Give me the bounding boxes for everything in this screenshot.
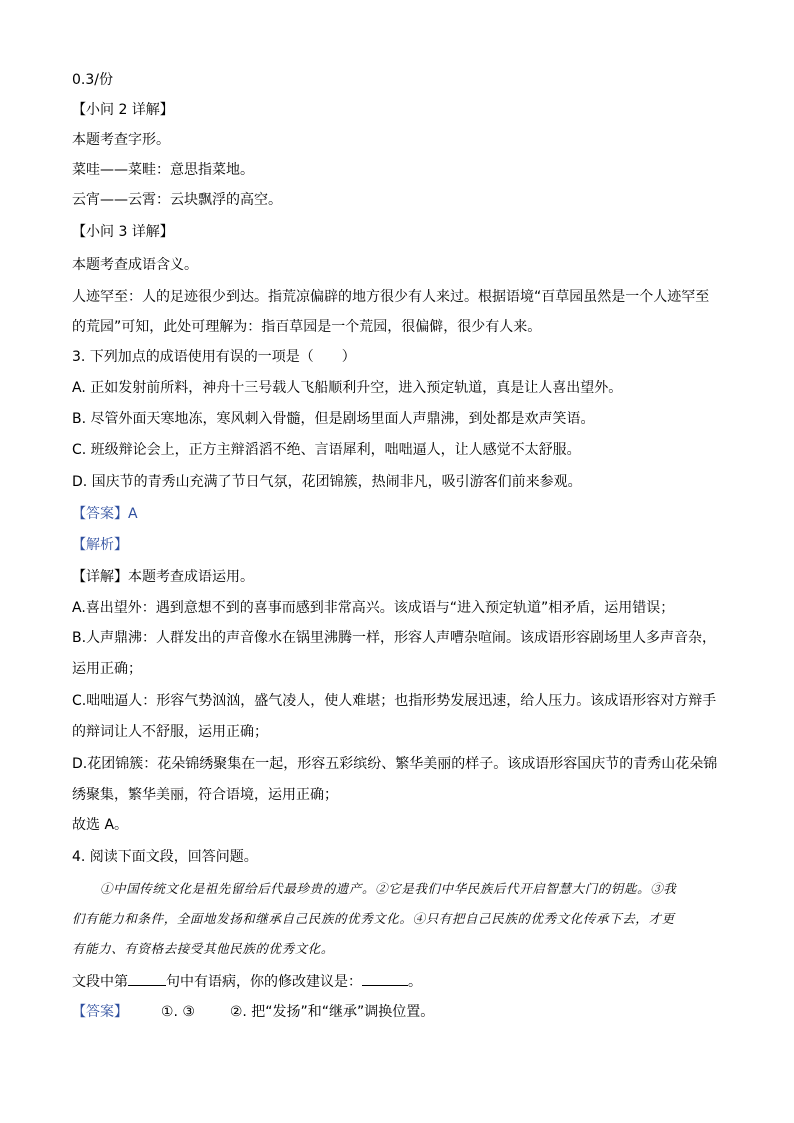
text-line: 人迹罕至：人的足迹很少到达。指荒凉偏辟的地方很少有人来过。根据语境“百草园虽然是一个人迹罕至: [72, 289, 710, 305]
passage-line: ①中国传统文化是祖先留给后代最珍贵的遗产。②它是我们中华民族后代开启智慧大门的钥匙。③我: [100, 881, 677, 896]
blank-2[interactable]: [362, 971, 408, 986]
final-answer-line: [72, 1002, 724, 1022]
text-line: 本题考查字形。: [72, 132, 170, 148]
text-line: 的荒园”可知，此处可理解为：指百草园是一个荒园，很偏僻，很少有人来。: [72, 319, 542, 335]
text-line: 0.3/份: [72, 72, 113, 88]
text-line: 的辩词让人不舒服，运用正确；: [72, 724, 268, 740]
final-answer-1: ①. ③: [160, 1004, 195, 1020]
final-answer-2: ②. 把“发扬”和“继承”调换位置。: [229, 1004, 435, 1020]
section-heading: 【小问 2 详解】: [72, 102, 174, 118]
passage-line: 们有能力和条件，全面地发扬和继承自己民族的优秀文化。④只有把自己民族的优秀文化传承下去，才更: [72, 911, 675, 926]
fill-text-1: 文段中第: [72, 974, 128, 990]
question-stem: 4. 阅读下面文段，回答问题。: [72, 849, 258, 865]
section-heading: 【小问 3 详解】: [72, 224, 174, 240]
text-line: 运用正确；: [72, 661, 142, 677]
blank-1[interactable]: [128, 971, 166, 986]
text-line: 绣聚集，繁华美丽，符合语境，运用正确；: [72, 787, 338, 803]
answer-label: 【答案】A: [72, 506, 138, 522]
text-line: 菜哇——菜畦：意思指菜地。: [72, 162, 254, 178]
option-c: C. 班级辩论会上，正方主辩滔滔不绝、言语犀利，咄咄逼人，让人感觉不太舒服。: [72, 442, 581, 458]
final-answer-label: 【答案】: [72, 1004, 128, 1020]
text-line: A.喜出望外：遇到意想不到的喜事而感到非常高兴。该成语与“进入预定轨道”相矛盾，运用错误；: [72, 600, 675, 616]
option-b: B. 尽管外面天寒地冻，寒风刺入骨髓，但是剧场里面人声鼎沸，到处都是欢声笑语。: [72, 411, 595, 427]
text-line: 本题考查成语含义。: [72, 257, 198, 273]
text-line: B.人声鼎沸：人群发出的声音像水在锅里沸腾一样，形容人声嘈杂喧闹。该成语形容剧场里人多声音杂，: [72, 630, 717, 646]
fill-text-2: 句中有语病，你的修改建议是：: [166, 974, 362, 990]
passage-line: 有能力、有资格去接受其他民族的优秀文化。: [72, 941, 335, 956]
text-line: 云宵——云霄：云块飘浮的高空。: [72, 192, 282, 208]
text-line: C.咄咄逼人：形容气势汹汹，盛气凌人，使人难堪；也指形势发展迅速，给人压力。该成语形容对方辩手: [72, 693, 717, 709]
text-line: 故选 A。: [72, 817, 129, 833]
fill-text-3: 。: [408, 974, 422, 990]
detail-line: 【详解】本题考查成语运用。: [72, 569, 254, 585]
option-a: A. 正如发射前所料，神舟十三号载人飞船顺利升空，进入预定轨道，真是让人喜出望外。: [72, 380, 623, 396]
fill-in-line: [72, 971, 724, 992]
question-stem: 3. 下列加点的成语使用有误的一项是（ ）: [72, 349, 356, 365]
analysis-label: 【解析】: [72, 537, 128, 553]
option-d: D. 国庆节的青秀山充满了节日气氛，花团锦簇，热闹非凡，吸引游客们前来参观。: [72, 474, 582, 490]
text-line: D.花团锦簇：花朵锦绣聚集在一起，形容五彩缤纷、繁华美丽的样子。该成语形容国庆节的青秀山花朵锦: [72, 756, 718, 772]
